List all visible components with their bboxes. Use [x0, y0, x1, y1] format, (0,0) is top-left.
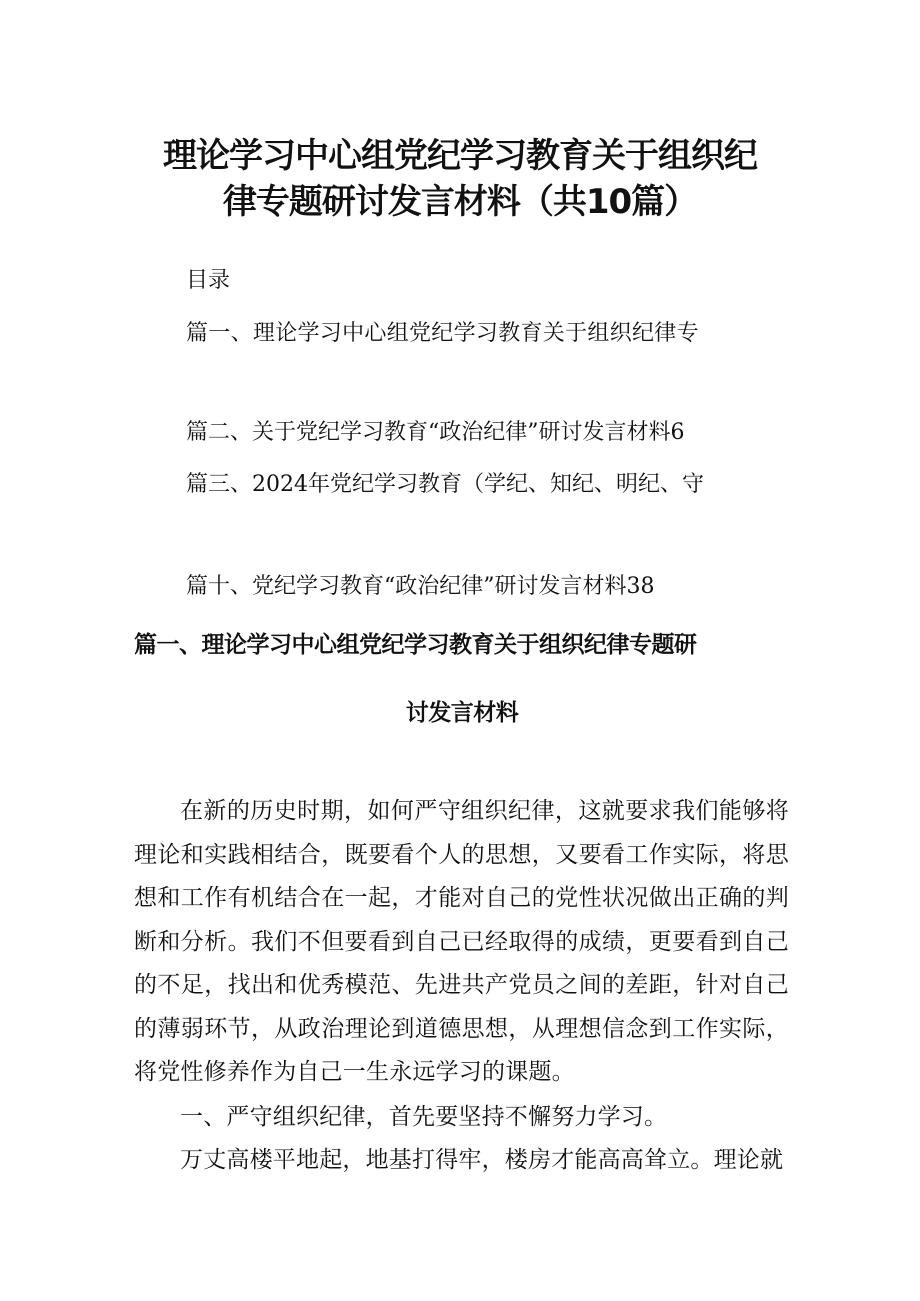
- body-paragraph: 万丈高楼平地起，地基打得牢，楼房才能高高耸立。理论就: [180, 1147, 784, 1173]
- document-title-line-1: 理论学习中心组党纪学习教育关于组织纪: [163, 136, 757, 176]
- toc-item[interactable]: 篇一、理论学习中心组党纪学习教育关于组织纪律专: [186, 321, 699, 346]
- section-heading-line-1: 篇一、理论学习中心组党纪学习教育关于组织纪律专题研: [134, 632, 697, 658]
- toc-item[interactable]: 篇十、党纪学习教育“政治纪律”研讨发言材料38: [186, 574, 655, 599]
- toc-item[interactable]: 篇二、关于党纪学习教育“政治纪律”研讨发言材料6: [186, 420, 685, 445]
- document-title-line-2: 律专题研讨发言材料（共10篇）: [222, 182, 698, 222]
- toc-item[interactable]: 篇三、2024年党纪学习教育（学纪、知纪、明纪、守: [186, 472, 704, 497]
- body-paragraph: 一、严守组织纪律，首先要坚持不懈努力学习。: [180, 1104, 668, 1130]
- section-heading-line-2: 讨发言材料: [405, 700, 519, 726]
- body-paragraph: 在新的历史时期，如何严守组织纪律，这就要求我们能够将理论和实践相结合，既要看个人的思想，又要看工作实际，将思想和工作有机结合在一起，才能对自己的党性状况做出正确的判断和分析。我们不但要看到自己已经取得的成绩，更要看到自己的不足，找出和优秀模范、先进共产党员之间的差距，针对自己的薄弱环节，从政治理论到道德思想，从理想信念到工作实际，将党性修养作为自己一生永远学习的课题。: [134, 798, 789, 1085]
- toc-label: 目录: [186, 268, 231, 293]
